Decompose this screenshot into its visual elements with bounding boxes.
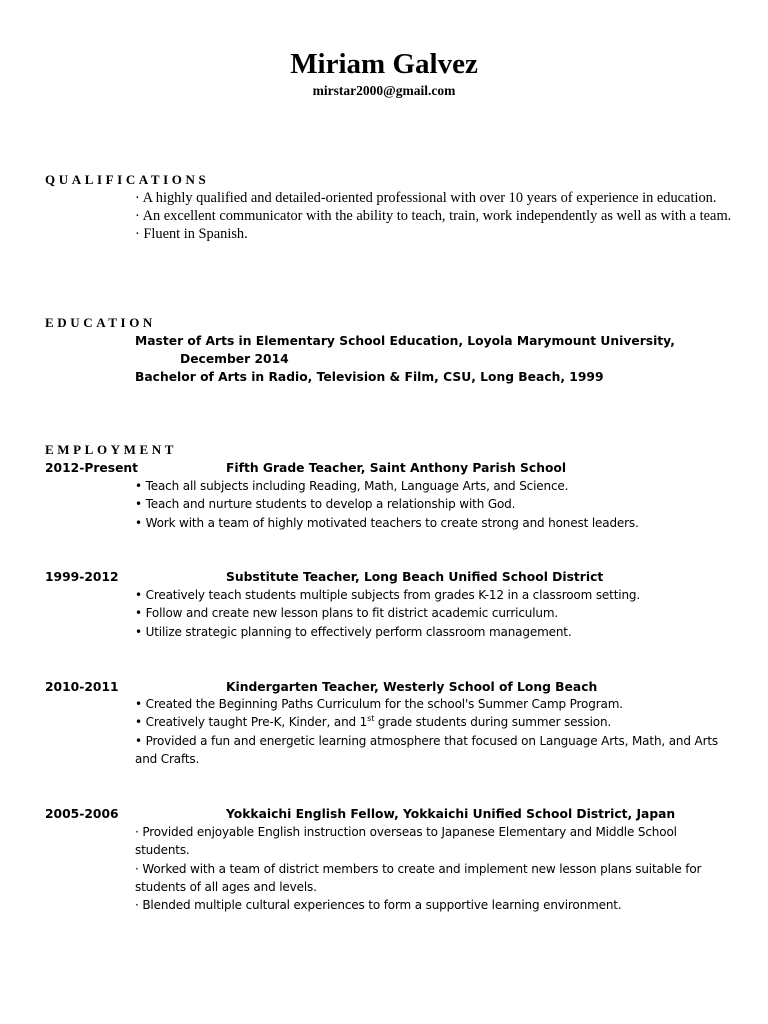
job-bullet: • Creatively teach students multiple subjects from grades K-12 in a classroom setting. <box>135 588 641 602</box>
contact-email: mirstar2000@gmail.com <box>312 83 456 98</box>
qualification-item: · A highly qualified and detailed-oriented professional with over 10 years of experience in education. <box>135 190 717 206</box>
job-bullet: • Teach and nurture students to develop a relationship with God. <box>135 497 516 512</box>
job-bullets <box>135 823 725 914</box>
education-list <box>135 332 735 386</box>
qualifications-list <box>135 189 735 243</box>
job-bullet: · Worked with a team of district members to create and implement new lesson plans suitable for students of all ages and levels. <box>135 861 702 894</box>
job-title: Yokkaichi English Fellow, Yokkaichi Unified School District, Japan <box>226 807 676 821</box>
education-degree-master: Master of Arts in Elementary School Education, Loyola Marymount University, <box>135 334 675 348</box>
qualification-item: · Fluent in Spanish. <box>135 226 248 242</box>
job-bullet: · Blended multiple cultural experiences to form a supportive learning environment. <box>135 898 622 913</box>
job-bullet: • Teach all subjects including Reading, Math, Language Arts, and Science. <box>135 479 569 493</box>
education-degree-master-date: December 2014 <box>180 352 289 366</box>
job-bullet: • Work with a team of highly motivated teachers to create strong and honest leaders. <box>135 515 639 530</box>
job-years: 2012-Present <box>45 461 139 475</box>
job-years: 2010-2011 <box>45 680 119 694</box>
job-bullet: • Created the Beginning Paths Curriculum for the school's Summer Camp Program. <box>135 697 623 711</box>
job-title: Fifth Grade Teacher, Saint Anthony Parish School <box>226 461 567 475</box>
job-bullet: • Provided a fun and energetic learning atmosphere that focused on Language Arts, Math, and Arts and Crafts. <box>135 733 719 766</box>
job-bullet <box>135 713 725 731</box>
education-heading: EDUCATION <box>45 315 156 330</box>
employment-heading: EMPLOYMENT <box>45 442 178 457</box>
job-bullet-text: • Creatively taught Pre-K, Kinder, and 1 <box>135 715 368 730</box>
ordinal-suffix: st <box>367 714 375 724</box>
job-bullet: • Follow and create new lesson plans to fit district academic curriculum. <box>135 606 559 621</box>
resume-name: Miriam Galvez <box>290 48 478 80</box>
education-degree-bachelor: Bachelor of Arts in Radio, Television & Film, CSU, Long Beach, 1999 <box>135 370 604 384</box>
job-title: Substitute Teacher, Long Beach Unified School District <box>226 570 604 584</box>
job-title: Kindergarten Teacher, Westerly School of Long Beach <box>226 680 598 694</box>
job-bullet: • Utilize strategic planning to effectively perform classroom management. <box>135 624 572 639</box>
job-years: 1999-2012 <box>45 570 119 584</box>
job-bullet: · Provided enjoyable English instruction overseas to Japanese Elementary and Middle School students. <box>135 825 677 858</box>
qualification-item: · An excellent communicator with the ability to teach, train, work independently as well as with a team. <box>135 208 732 224</box>
job-bullet-text: grade students during summer session. <box>374 715 612 730</box>
job-bullets <box>135 695 725 768</box>
job-years: 2005-2006 <box>45 807 119 821</box>
qualifications-heading: QUALIFICATIONS <box>45 172 210 187</box>
job-bullets <box>135 586 725 641</box>
job-bullets <box>135 477 725 532</box>
